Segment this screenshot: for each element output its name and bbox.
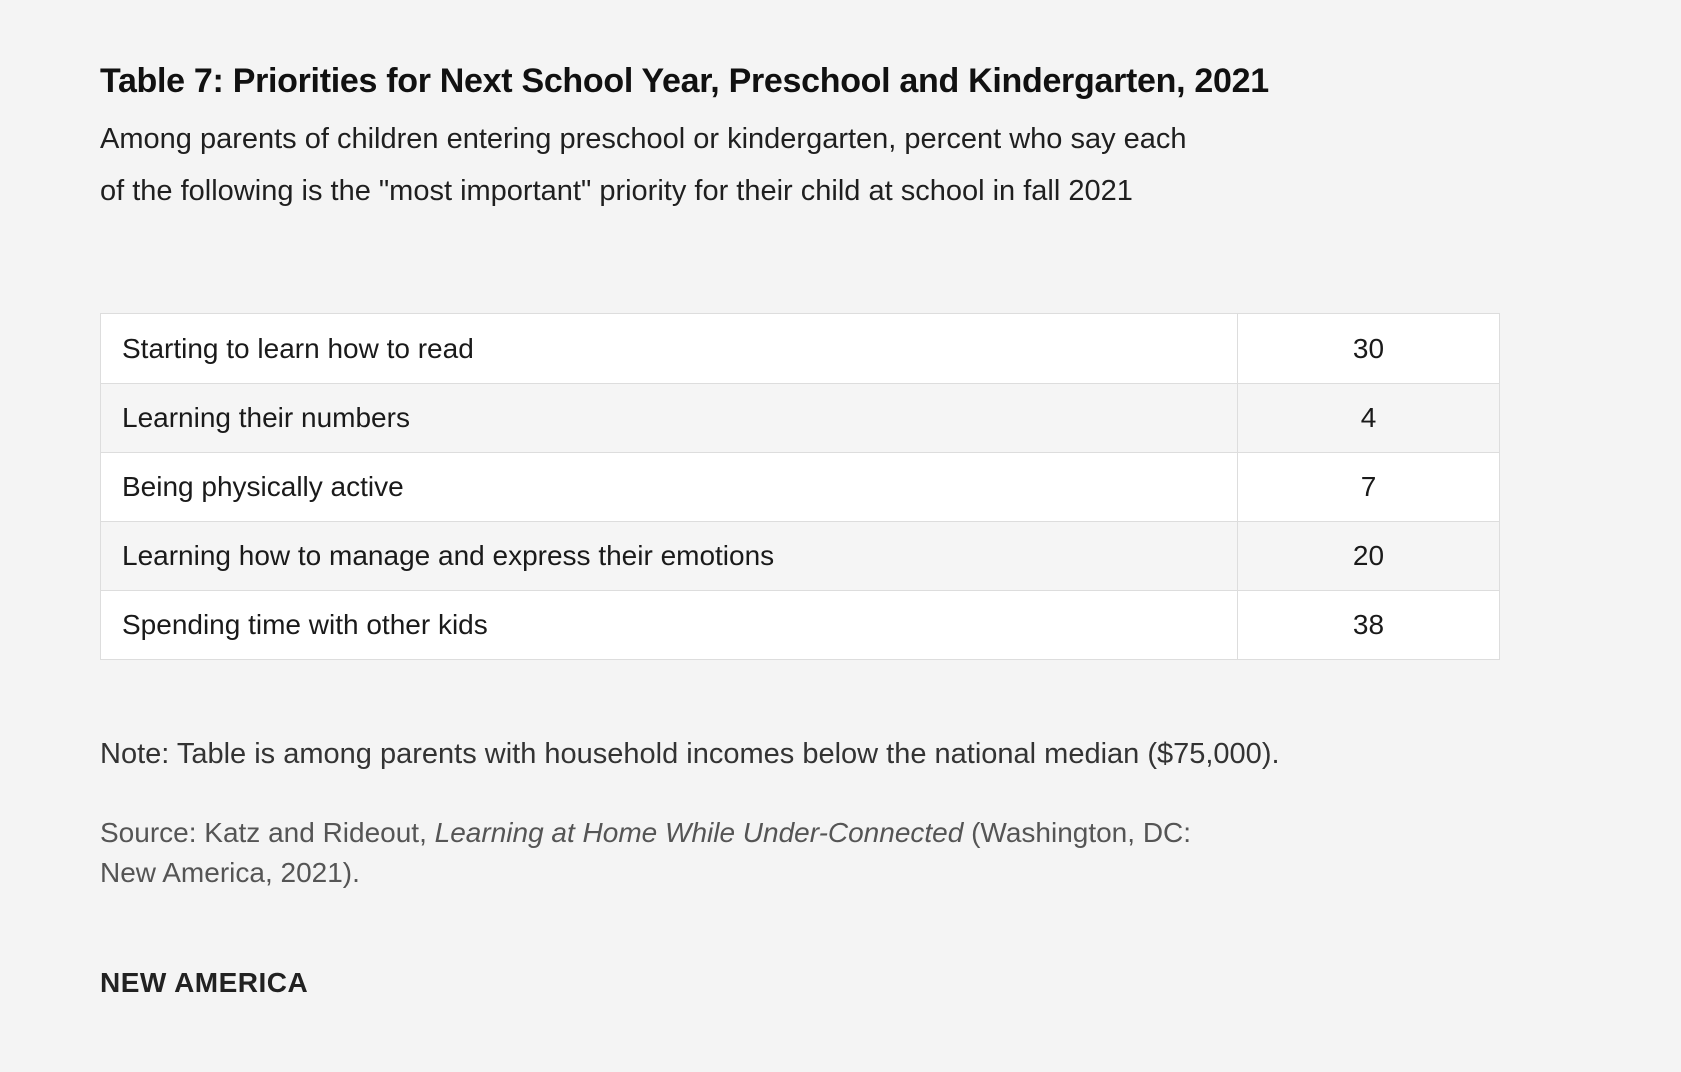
row-value: 4 (1237, 384, 1499, 452)
source-work-title: Learning at Home While Under-Connected (434, 817, 964, 848)
row-label: Being physically active (122, 471, 404, 502)
figure-note: Note: Table is among parents with household incomes below the national median ($75,000). (100, 738, 1280, 770)
priorities-table (100, 313, 1500, 660)
table-row (101, 314, 1499, 383)
row-value: 7 (1237, 453, 1499, 521)
table-row (101, 452, 1499, 521)
row-value: 20 (1237, 522, 1499, 590)
figure-subtitle-line1: Among parents of children entering preschool or kindergarten, percent who say each (100, 123, 1187, 155)
row-label: Starting to learn how to read (122, 332, 474, 364)
source-line2: New America, 2021). (100, 857, 360, 888)
table-row (101, 383, 1499, 452)
row-value: 38 (1237, 591, 1499, 659)
source-prefix: Source: Katz and Rideout, (100, 817, 427, 848)
figure-title: Table 7: Priorities for Next School Year, Preschool and Kindergarten, 2021 (100, 62, 1269, 100)
table-row (101, 590, 1499, 659)
figure-source (100, 813, 1601, 893)
row-label: Learning their numbers (122, 402, 410, 433)
figure-subtitle (100, 113, 1601, 217)
row-label: Spending time with other kids (122, 609, 488, 640)
row-label: Learning how to manage and express their emotions (122, 540, 775, 571)
new-america-logo: NEW AMERICA (100, 967, 309, 998)
table-row (101, 521, 1499, 590)
figure-subtitle-line2: of the following is the "most important" priority for their child at school in fall 2021 (100, 175, 1133, 207)
source-suffix: (Washington, DC: (971, 817, 1192, 848)
row-value: 30 (1237, 314, 1499, 383)
